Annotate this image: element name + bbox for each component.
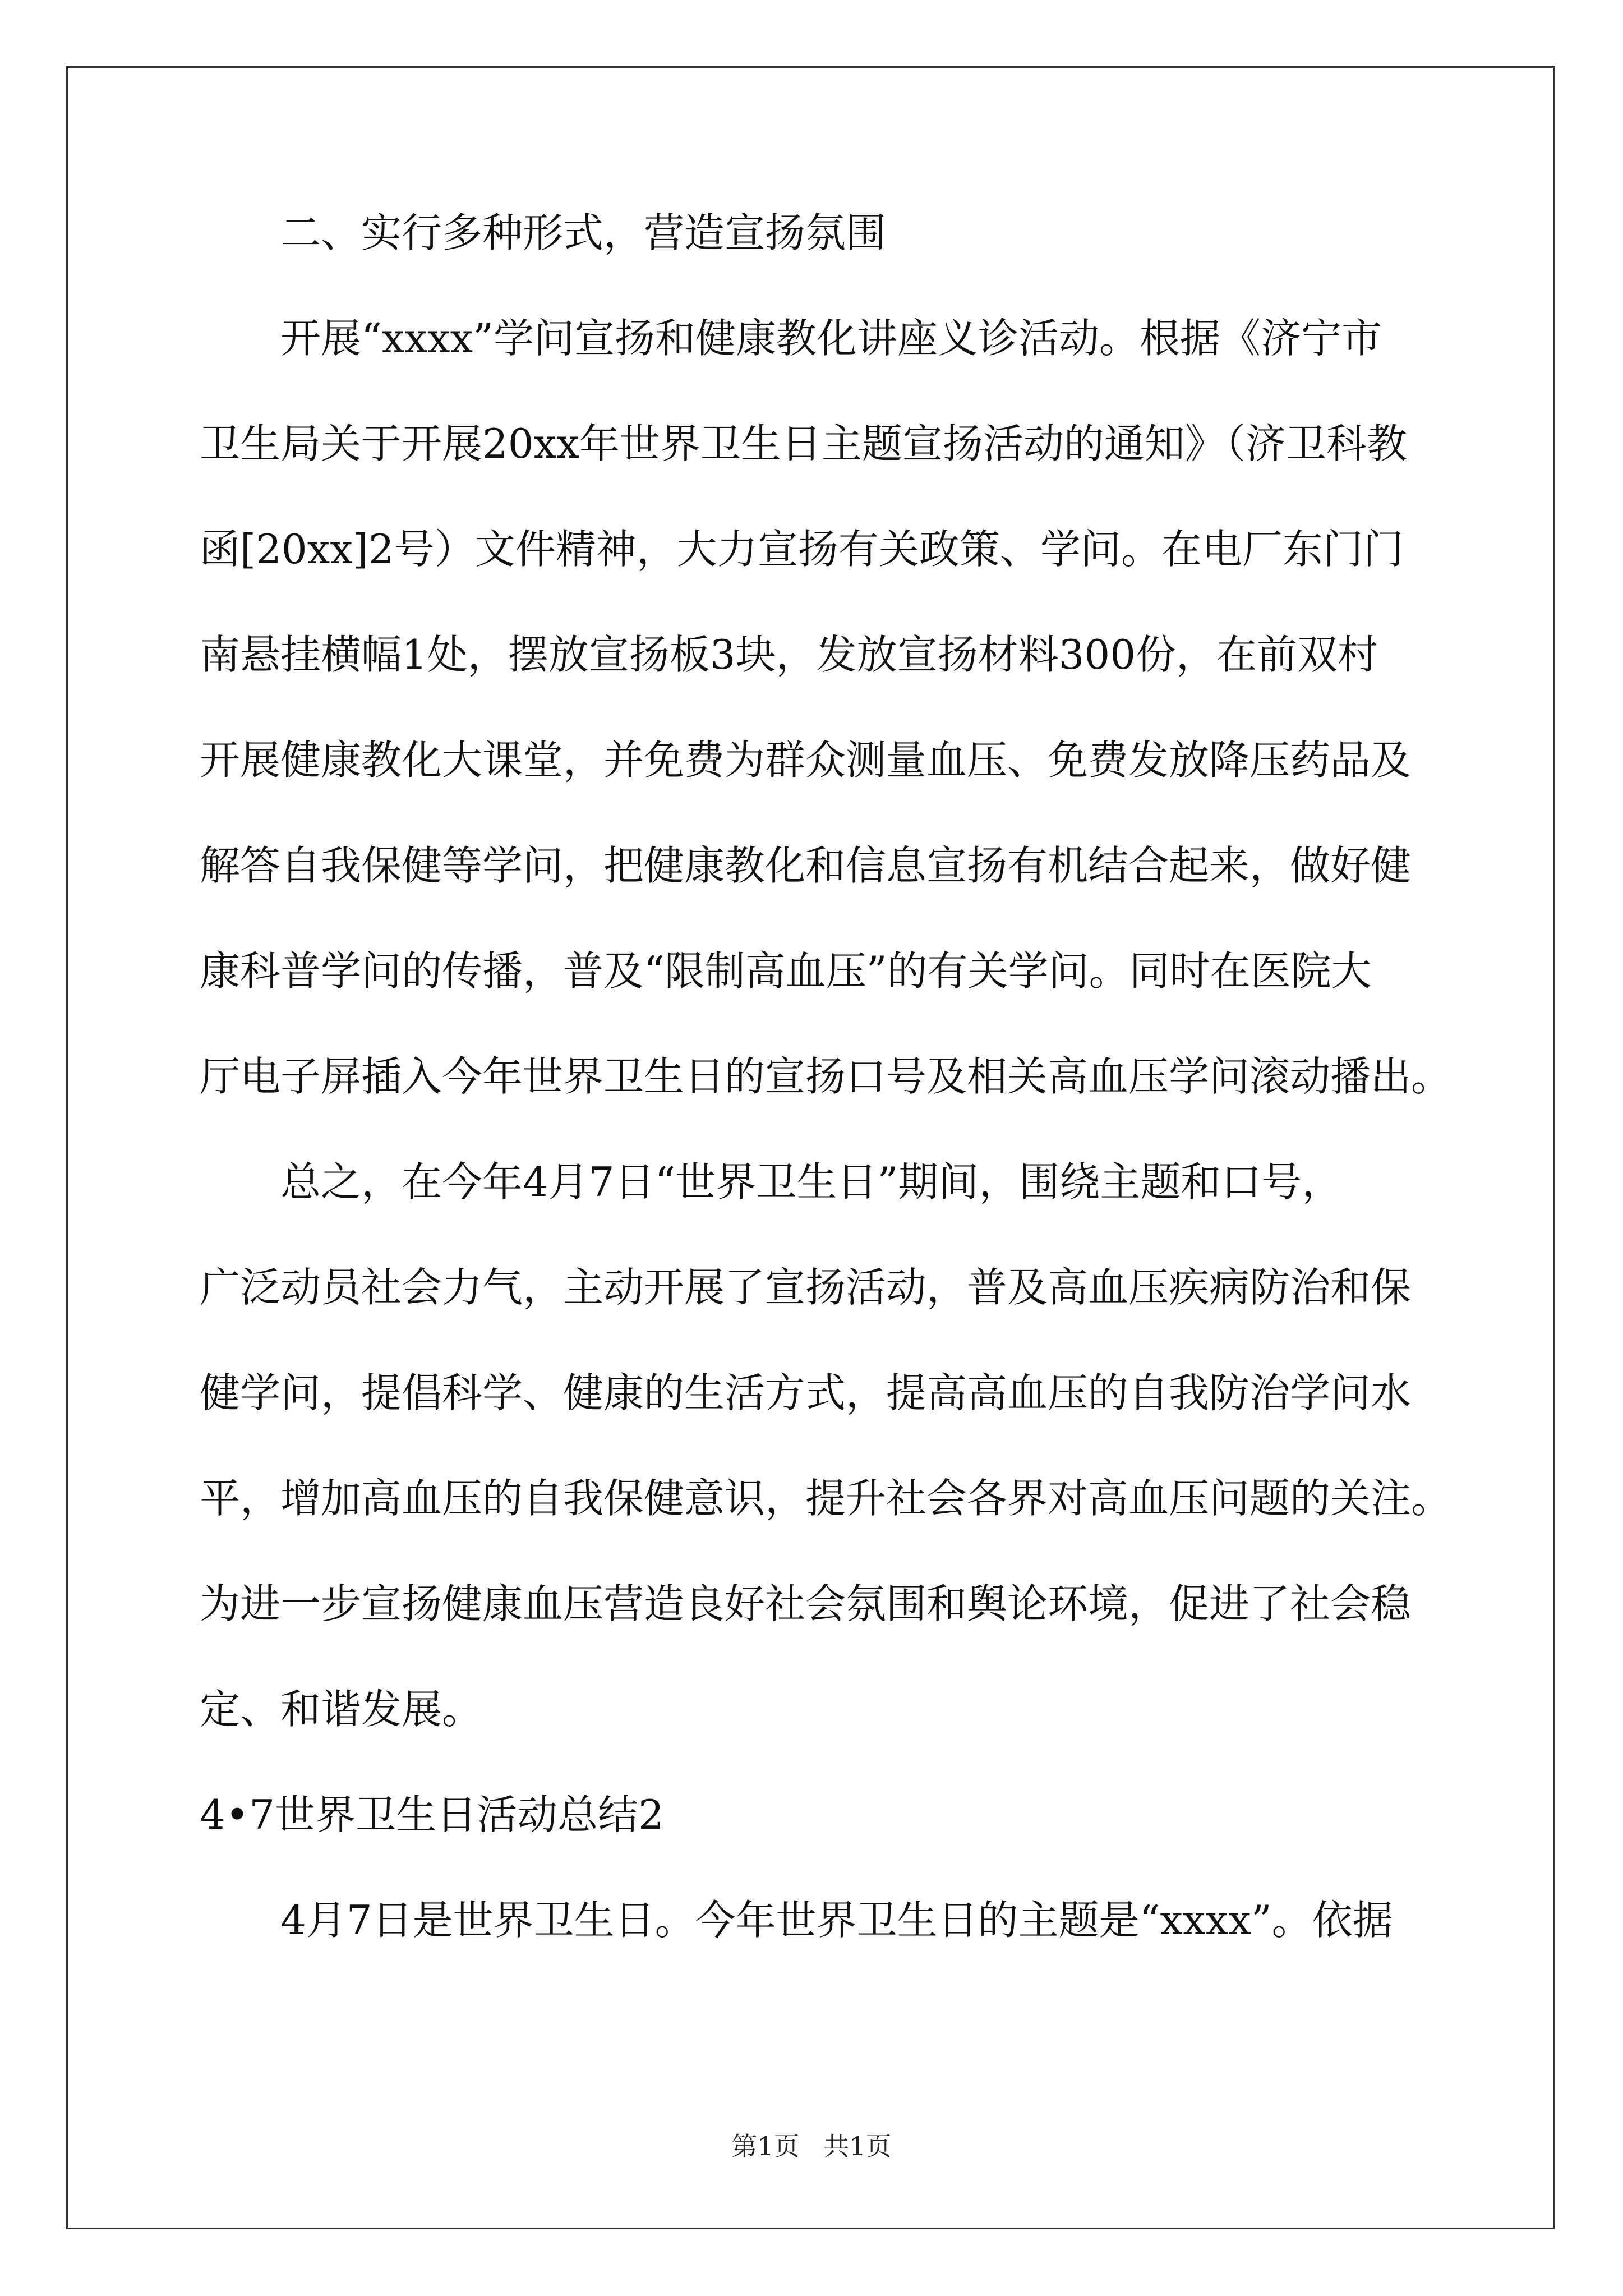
paragraph-line: 函[20xx]2号）文件精神，大力宣扬有关政策、学问。在电厂东门门 — [200, 526, 1404, 573]
page-total: 共1页 — [823, 2131, 892, 2161]
paragraph-line: 广泛动员社会力气，主动开展了宣扬活动，普及高血压疾病防治和保 — [200, 1264, 1412, 1311]
paragraph-line: 解答自我保健等学问，把健康教化和信息宣扬有机结合起来，做好健 — [200, 842, 1412, 889]
paragraph-line: 开展“xxxx”学问宣扬和健康教化讲座义诊活动。根据《济宁市 — [280, 315, 1382, 362]
paragraph-line: 健学问，提倡科学、健康的生活方式，提高高血压的自我防治学问水 — [200, 1369, 1412, 1416]
paragraph-line: 总之，在今年4月7日“世界卫生日”期间，围绕主题和口号， — [280, 1158, 1343, 1205]
paragraph-line: 4月7日是世界卫生日。今年世界卫生日的主题是“xxxx”。依据 — [280, 1897, 1393, 1944]
paragraph-line: 开展健康教化大课堂，并免费为群众测量血压、免费发放降压药品及 — [200, 737, 1412, 784]
paragraph-line: 定、和谐发展。 — [200, 1686, 483, 1733]
article-subtitle: 4•7世界卫生日活动总结2 — [200, 1791, 664, 1838]
paragraph-line: 厅电子屏插入今年世界卫生日的宣扬口号及相关高血压学问滚动播出。 — [200, 1053, 1452, 1100]
paragraph-line: 南悬挂横幅1处，摆放宣扬板3块，发放宣扬材料300份，在前双村 — [200, 631, 1378, 678]
paragraph-line: 平，增加高血压的自我保健意识，提升社会各界对高血压问题的关注。 — [200, 1475, 1452, 1522]
page-number: 第1页 — [731, 2131, 800, 2161]
section-heading: 二、实行多种形式，营造宣扬氛围 — [280, 209, 887, 256]
page-footer — [0, 2126, 1623, 2163]
paragraph-line: 为进一步宣扬健康血压营造良好社会氛围和舆论环境，促进了社会稳 — [200, 1580, 1412, 1627]
paragraph-line: 卫生局关于开展20xx年世界卫生日主题宣扬活动的通知》（济卫科教 — [200, 420, 1407, 467]
paragraph-line: 康科普学问的传播，普及“限制高血压”的有关学问。同时在医院大 — [200, 947, 1372, 995]
